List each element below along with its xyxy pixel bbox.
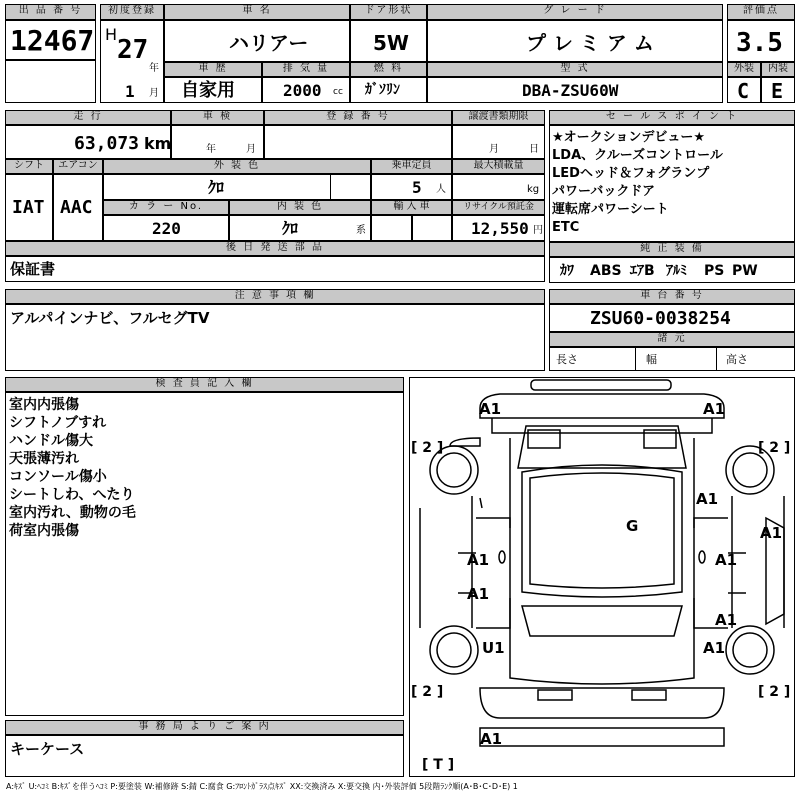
rear-panel (480, 688, 724, 718)
recycle-cell (452, 215, 545, 241)
interior-color-label: 内 装 色 (229, 200, 371, 215)
first-registration-year: 27 (117, 35, 149, 65)
era-letter: H (105, 25, 118, 44)
displacement-cell (262, 77, 350, 103)
sales-points-label: セ ー ル ス ポ イ ン ト (549, 110, 795, 125)
model: DBA-ZSU60W (522, 81, 619, 100)
chassis-number: ZSU60-0038254 (590, 308, 731, 329)
interior-grade-cell (761, 77, 795, 103)
import-cell-left (371, 215, 412, 241)
first-registration-label: 初度登録 (100, 4, 164, 20)
sales-point: ETC (552, 220, 580, 235)
damage-mark: A1 (479, 400, 502, 418)
damage-mark: A1 (467, 585, 490, 603)
spec-width: 幅 (646, 353, 657, 366)
damage-mark: A1 (703, 639, 726, 657)
roof (522, 465, 682, 597)
specs-dividers (635, 347, 717, 371)
inspection-month-unit: 月 (246, 144, 256, 155)
front-bumper (531, 380, 671, 390)
inspection-label: 車 検 (171, 110, 264, 125)
chassis-label: 車 台 番 号 (549, 289, 795, 304)
car-name-label: 車 名 (164, 4, 350, 20)
damage-mark: A1 (703, 400, 726, 418)
inspection-cell (171, 125, 264, 159)
grade-cell (427, 20, 723, 62)
max-load-label: 最大積載量 (452, 159, 545, 174)
inspection-year-unit: 年 (206, 144, 216, 155)
grade: プ レ ミ ア ム (526, 31, 654, 55)
capacity-unit: 人 (436, 184, 446, 195)
recycle-unit: 円 (533, 225, 543, 236)
max-load-unit: kg (527, 184, 540, 195)
capacity-label: 乗車定員 (371, 159, 452, 174)
door-cell (350, 20, 427, 62)
damage-mark: A1 (760, 524, 783, 542)
lot-number-cell (5, 20, 96, 60)
history-label: 車 歴 (164, 62, 262, 77)
equipment-cell (549, 257, 795, 283)
month-unit: 月 (149, 88, 159, 99)
capacity: 5 (412, 178, 422, 197)
car-diagram (410, 378, 794, 776)
left-side (476, 518, 510, 628)
fuel-cell (350, 77, 427, 103)
spec-height: 高さ (726, 353, 748, 366)
mileage: 63,073 (74, 133, 140, 154)
chassis-cell (549, 304, 795, 332)
reg-number-cell (264, 125, 452, 159)
equipment-item: PW (732, 263, 758, 279)
shift-cell (5, 174, 53, 241)
history-cell (164, 77, 262, 103)
lot-number-label: 出 品 番 号 (5, 4, 96, 20)
damage-diagram-frame (409, 377, 795, 777)
later-parts-label: 後 日 発 送 部 品 (5, 241, 545, 256)
inspector-list (5, 392, 404, 716)
mileage-label: 走 行 (5, 110, 171, 125)
legend: A:ｷｽﾞ U:ﾍｺﾐ B:ｷｽﾞを伴うﾍｺﾐ P:要塗装 W:補修跡 S:錆 C:腐食 G:ﾌﾛﾝﾄｶﾞﾗｽ点ｷｽﾞ XX:交換済み X:要交換 内･外装評価 5段階ﾗﾝｸ順(A･B･C･D･E) 1 (6, 782, 518, 791)
tire-tread: [ 2 ] (758, 684, 791, 700)
notes-label: 注 意 事 項 欄 (5, 289, 545, 304)
spec-length: 長さ (556, 353, 578, 366)
equipment-item: ｶﾜ (560, 263, 574, 279)
displacement-label: 排 気 量 (262, 62, 350, 77)
notes-text: アルパインナビ、フルセグTV (10, 309, 210, 327)
tire-tread: [ 2 ] (411, 684, 444, 700)
interior-color-unit: 系 (356, 225, 366, 236)
office-cell (5, 735, 404, 777)
sales-points-list (549, 125, 795, 242)
interior-color-cell (229, 215, 371, 241)
transfer-day-unit: 日 (529, 144, 539, 155)
later-parts: 保証書 (10, 260, 56, 278)
specs-label: 諸 元 (549, 332, 795, 347)
rear-bumper (480, 728, 724, 746)
import-label: 輸 入 車 (371, 200, 452, 215)
transfer-month-unit: 月 (489, 144, 499, 155)
damage-mark: A1 (715, 551, 738, 569)
windshield-mark: G (626, 517, 639, 535)
aircon: AAC (60, 197, 93, 218)
shift-label: シフト (5, 159, 53, 174)
inspector-item: 天張薄汚れ (9, 451, 79, 467)
first-registration-cell (100, 20, 164, 103)
door-type: 5W (373, 31, 409, 55)
exterior-color: ｸﾛ (208, 178, 225, 197)
color-no-cell (103, 215, 229, 241)
grade-label: グ レ ー ド (427, 4, 723, 20)
equipment-item: ｴｱB (630, 263, 655, 279)
transfer-deadline-cell (452, 125, 545, 159)
year-unit: 年 (149, 63, 159, 74)
damage-mark: A1 (480, 730, 503, 748)
max-load-cell (452, 174, 545, 200)
color-no-label: カ ラ ー No. (103, 200, 229, 215)
score: 3.5 (736, 28, 783, 58)
inspector-item: ハンドル傷大 (9, 433, 93, 449)
displacement-unit: cc (333, 87, 343, 97)
tire-tread: [ 2 ] (411, 440, 444, 456)
inspector-item: コンソール傷小 (9, 469, 107, 485)
car-name: ハリアー (229, 31, 309, 55)
notes-cell (5, 304, 545, 371)
inspector-item: 荷室内張傷 (9, 523, 79, 539)
reg-number-label: 登 録 番 号 (264, 110, 452, 125)
office-label: 事 務 局 よ り ご 案 内 (5, 720, 404, 735)
transfer-deadline-label: 譲渡書類期限 (452, 110, 545, 125)
first-registration-month: 1 (125, 82, 135, 101)
later-parts-cell (5, 256, 545, 282)
exterior-grade: C (737, 79, 750, 103)
door-label: ドア形状 (350, 4, 427, 20)
sales-point: 運転席パワーシート (552, 202, 669, 217)
mileage-unit: km (144, 134, 172, 153)
sales-point: パワーバックドア (552, 184, 655, 199)
tire-tread: [ 2 ] (758, 440, 791, 456)
inspector-label: 検 査 員 記 入 欄 (5, 377, 404, 392)
import-cell-right (412, 215, 452, 241)
damage-mark: A1 (467, 551, 490, 569)
equipment-label: 純 正 装 備 (549, 242, 795, 257)
sales-point: ★オークションデビュー★ (552, 130, 706, 145)
capacity-cell (371, 174, 452, 200)
inspector-item: シートしわ、へたり (9, 487, 135, 503)
sales-point: LEDヘッド＆フォグランプ (552, 166, 710, 181)
recycle-label: リサイクル預託金 (452, 200, 545, 215)
spare-tire: [ T ] (422, 757, 455, 773)
car-name-cell (164, 20, 350, 62)
rear-window (522, 606, 682, 636)
model-cell (427, 77, 723, 103)
equipment-item: ｱﾙﾐ (666, 263, 687, 279)
equipment-item: ABS (590, 263, 622, 279)
recycle: 12,550 (471, 219, 529, 238)
fuel: ｶﾞｿﾘﾝ (365, 82, 400, 98)
aircon-label: エアコン (53, 159, 103, 174)
damage-mark: U1 (482, 639, 505, 657)
exterior-grade-cell (727, 77, 761, 103)
lot-blank-cell (5, 60, 96, 103)
front-panel (480, 394, 724, 418)
color-no: 220 (152, 219, 181, 238)
fuel-label: 燃 料 (350, 62, 427, 77)
office-text: キーケース (10, 740, 85, 758)
inspector-item: シフトノブすれ (9, 415, 107, 431)
score-label: 評価点 (727, 4, 795, 20)
lot-number: 12467 (10, 24, 95, 57)
damage-mark: A1 (715, 611, 738, 629)
aircon-cell (53, 174, 103, 241)
exterior-color-divider (330, 174, 371, 200)
equipment-item: PS (704, 263, 725, 279)
inspector-item: 室内汚れ、動物の毛 (9, 505, 136, 521)
history: 自家用 (181, 80, 235, 101)
exterior-grade-label: 外装 (727, 62, 761, 77)
interior-color: ｸﾛ (282, 219, 299, 238)
inspector-item: 室内内張傷 (9, 397, 79, 413)
damage-mark: A1 (696, 490, 719, 508)
model-label: 型 式 (427, 62, 723, 77)
displacement: 2000 (283, 81, 322, 100)
interior-grade-label: 内装 (761, 62, 795, 77)
mileage-cell (5, 125, 171, 159)
shift: IAT (12, 197, 45, 218)
exterior-color-label: 外 装 色 (103, 159, 371, 174)
sales-point: LDA、クルーズコントロール (552, 148, 723, 163)
score-cell (727, 20, 795, 62)
interior-grade: E (771, 79, 784, 103)
